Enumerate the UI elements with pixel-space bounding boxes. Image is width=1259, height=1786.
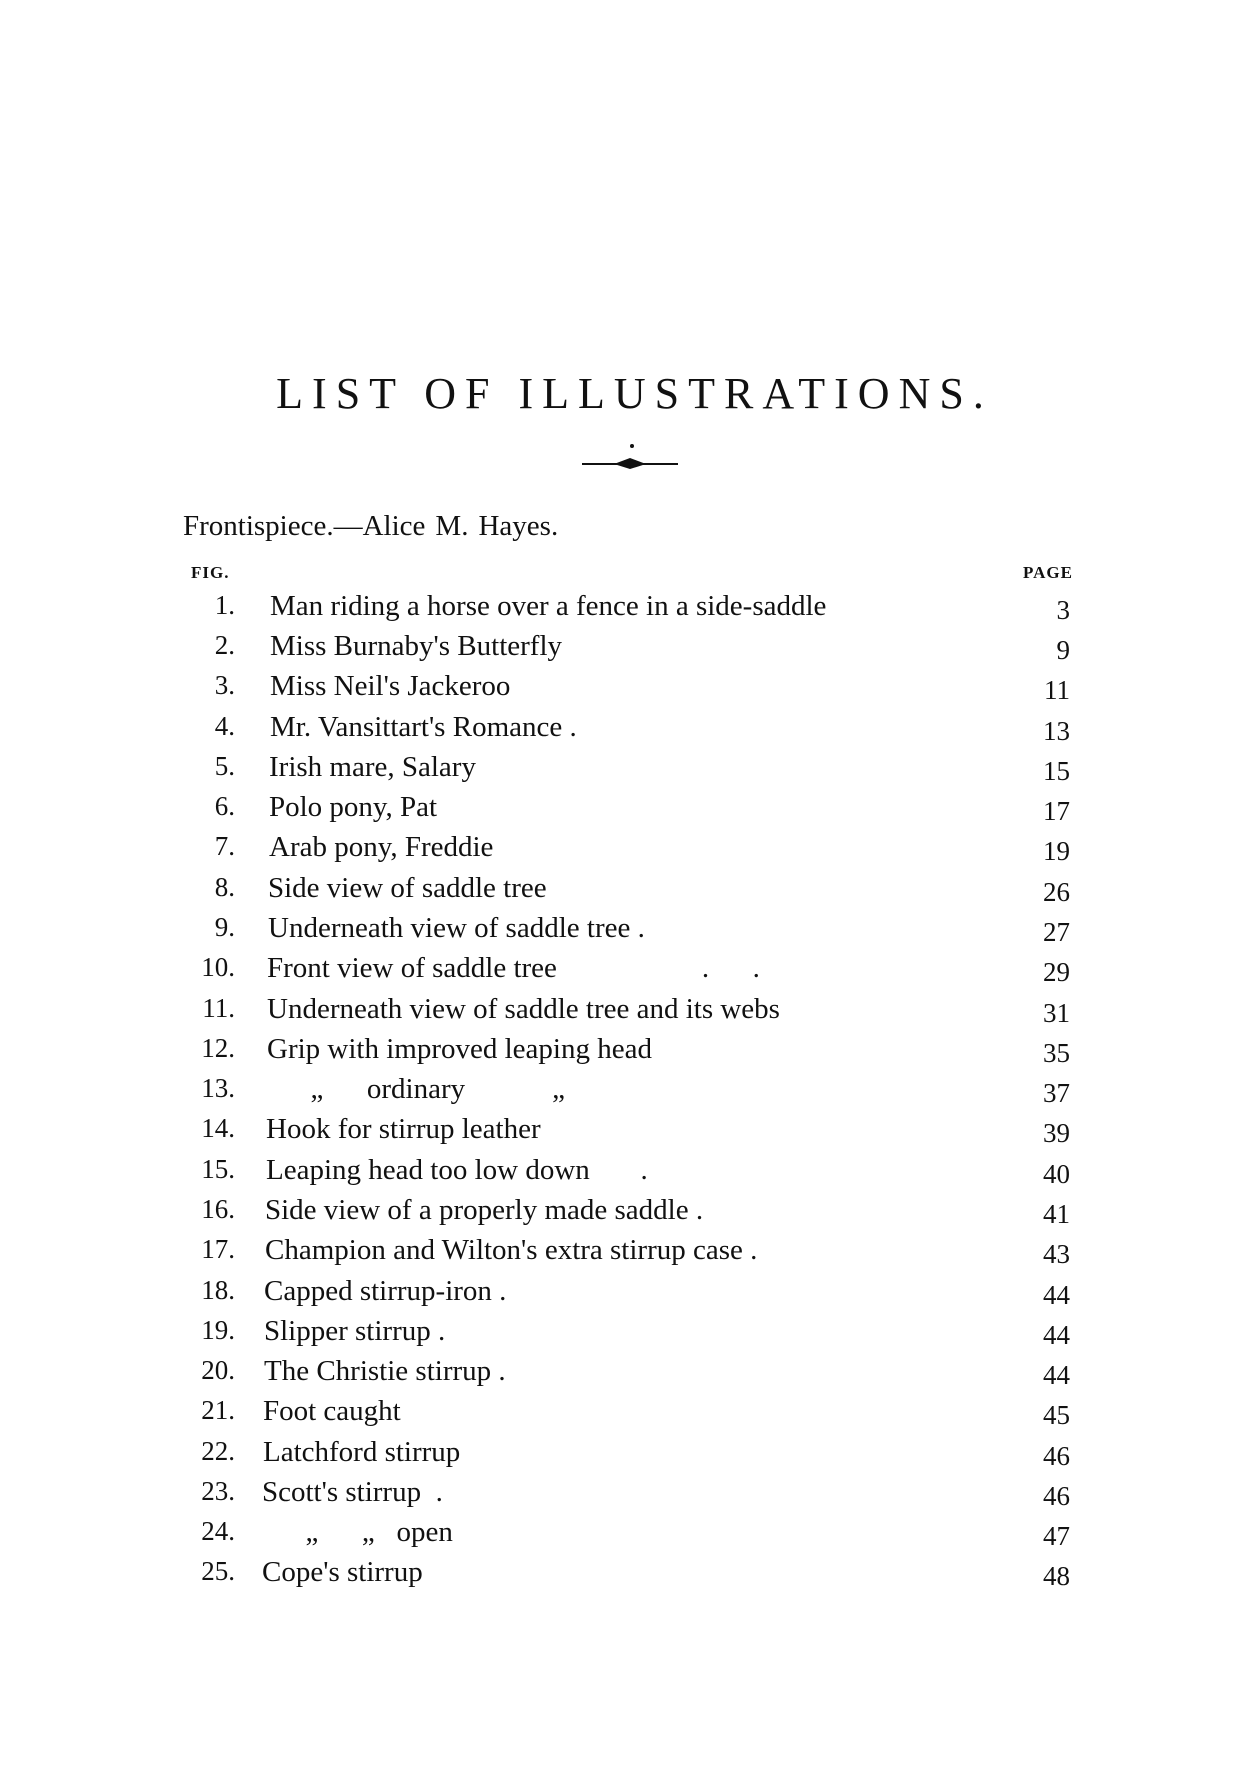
fig-caption: Mr. Vansittart's Romance . [270,711,577,743]
fig-caption: Leaping head too low down . [266,1154,648,1186]
list-item [0,1556,1259,1596]
list-item [0,1275,1259,1315]
page-number: 26 [1043,877,1070,907]
page-number: 48 [1043,1561,1070,1591]
list-item [0,1154,1259,1194]
page-number: 44 [1043,1280,1070,1310]
page-number: 3 [1056,595,1070,625]
fig-number: 3. [214,670,235,700]
list-item [0,1315,1259,1355]
list-item [0,1033,1259,1073]
fig-number: 23. [201,1476,235,1506]
frontispiece-initial: M. [435,510,469,542]
fig-caption: „ ordinary „ [267,1073,565,1105]
page-number: 40 [1043,1159,1070,1189]
fig-number: 15. [201,1154,235,1184]
fig-caption: Scott's stirrup . [262,1476,443,1508]
fig-caption: Irish mare, Salary [269,751,476,783]
fig-number: 20. [201,1355,235,1385]
fig-number: 22. [201,1436,235,1466]
list-item [0,1476,1259,1516]
list-item [0,1516,1259,1556]
fig-number: 7. [214,831,235,861]
fig-caption: Foot caught [263,1395,401,1427]
page-number: 15 [1043,756,1070,786]
list-item [0,993,1259,1033]
page-number: 35 [1043,1038,1070,1068]
list-item [0,791,1259,831]
page-number: 46 [1043,1481,1070,1511]
fig-number: 24. [201,1516,235,1546]
page-number: 43 [1043,1239,1070,1269]
fig-number: 6. [214,791,235,821]
list-item [0,952,1259,992]
fig-caption: Capped stirrup-iron . [264,1275,507,1307]
list-item [0,1355,1259,1395]
fig-number: 2. [214,630,235,660]
page-number: 17 [1043,796,1070,826]
page-number: 44 [1043,1360,1070,1390]
list-item [0,1073,1259,1113]
list-item [0,1436,1259,1476]
fig-number: 8. [214,872,235,902]
page-number: 37 [1043,1078,1070,1108]
fig-number: 19. [201,1315,235,1345]
list-item [0,1395,1259,1435]
page-number: 46 [1043,1441,1070,1471]
fig-caption: Underneath view of saddle tree . [268,912,645,944]
fig-number: 11. [202,993,235,1023]
fig-caption: Champion and Wilton's extra stirrup case . [265,1234,758,1266]
fig-caption: Side view of saddle tree [268,872,547,904]
fig-column-header: FIG. [191,563,230,582]
fig-number: 13. [201,1073,235,1103]
fig-caption: Miss Burnaby's Butterfly [270,630,562,662]
page-number: 39 [1043,1118,1070,1148]
list-item [0,912,1259,952]
fig-number: 18. [201,1275,235,1305]
fig-caption: Miss Neil's Jackeroo [270,670,511,702]
fig-caption: Polo pony, Pat [269,791,438,823]
fig-caption: Front view of saddle tree . . [267,952,760,984]
frontispiece-line [183,510,558,543]
page-number: 47 [1043,1521,1070,1551]
fig-caption: „ „ open [262,1516,453,1548]
ornament-divider-icon [580,438,680,478]
fig-caption: Man riding a horse over a fence in a side-saddle [270,590,827,622]
fig-number: 14. [201,1113,235,1143]
page-column-header: PAGE [1023,563,1073,582]
page-title: LIST OF ILLUSTRATIONS. [276,369,993,418]
list-item [0,872,1259,912]
list-item [0,630,1259,670]
fig-caption: Grip with improved leaping head [267,1033,652,1065]
fig-number: 17. [201,1234,235,1264]
page-number: 31 [1043,998,1070,1028]
page-number: 44 [1043,1320,1070,1350]
fig-number: 25. [201,1556,235,1586]
fig-caption: The Christie stirrup . [264,1355,506,1387]
page-number: 41 [1043,1199,1070,1229]
list-item [0,1113,1259,1153]
fig-number: 16. [201,1194,235,1224]
list-item [0,751,1259,791]
page-number: 9 [1056,635,1070,665]
fig-caption: Side view of a properly made saddle . [265,1194,704,1226]
fig-caption: Underneath view of saddle tree and its webs [267,993,780,1025]
list-item [0,1234,1259,1274]
list-item [0,670,1259,710]
list-item [0,831,1259,871]
frontispiece-label: Frontispiece.—Alice [183,510,426,542]
fig-number: 5. [214,751,235,781]
fig-caption: Slipper stirrup . [264,1315,446,1347]
fig-caption: Hook for stirrup leather [266,1113,541,1145]
page-number: 29 [1043,957,1070,987]
fig-caption: Cope's stirrup [262,1556,423,1588]
fig-number: 9. [214,912,235,942]
page-number: 13 [1043,716,1070,746]
list-item [0,1194,1259,1234]
list-item [0,590,1259,630]
page-number: 27 [1043,917,1070,947]
fig-number: 21. [201,1395,235,1425]
page-number: 11 [1044,675,1070,705]
fig-number: 10. [201,952,235,982]
fig-number: 12. [201,1033,235,1063]
frontispiece-surname: Hayes. [478,510,559,542]
fig-caption: Arab pony, Freddie [269,831,494,863]
fig-number: 1. [214,590,235,620]
fig-caption: Latchford stirrup [263,1436,461,1468]
page-number: 45 [1043,1400,1070,1430]
list-item [0,711,1259,751]
fig-number: 4. [214,711,235,741]
page-number: 19 [1043,836,1070,866]
